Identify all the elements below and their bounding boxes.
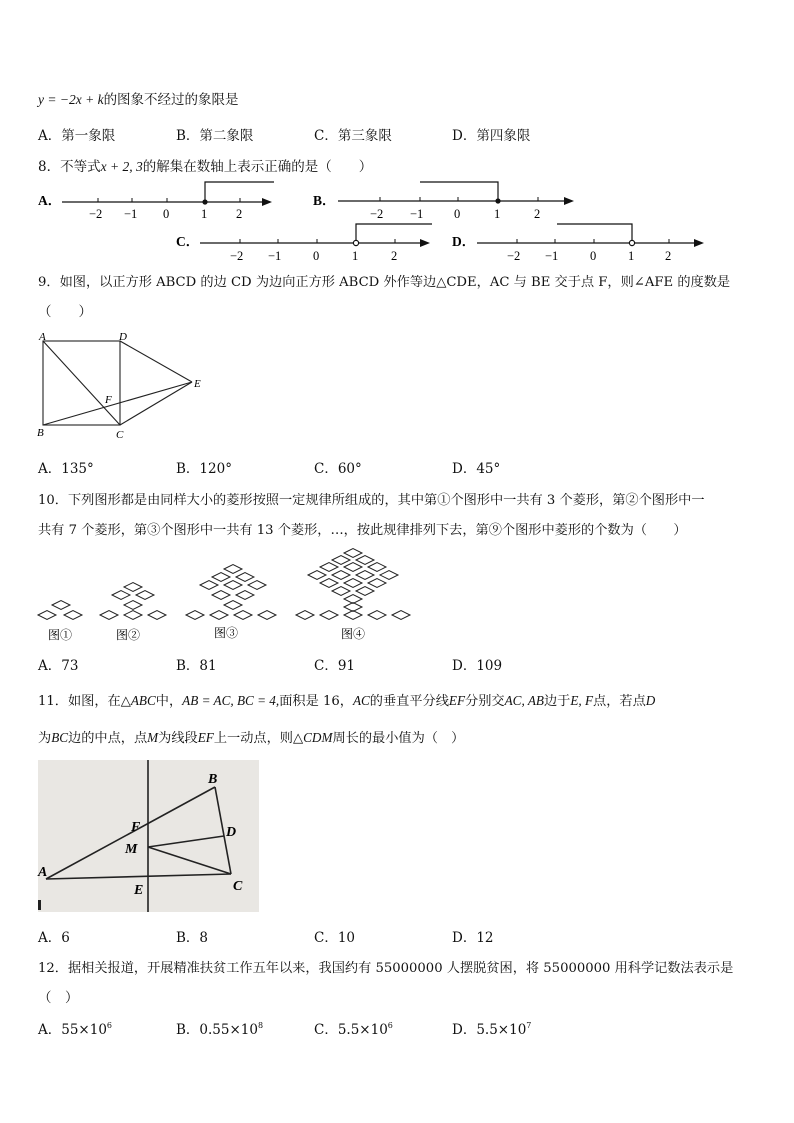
q9-option-b[interactable]: B．120° [176, 461, 232, 477]
q7-option-c[interactable]: C．第三象限 [314, 128, 392, 144]
q10-option-b[interactable]: B．81 [176, 658, 217, 674]
q11-l1-efp: E, F [570, 693, 594, 708]
q10-fig2 [100, 583, 166, 620]
q8-label-d[interactable]: D． [452, 234, 476, 249]
q11-point-d: D [226, 825, 237, 840]
q12-option-d[interactable] [452, 1018, 531, 1038]
q11-l1-acab: AC, AB [504, 693, 544, 708]
q10-fig4 [296, 549, 410, 620]
q11-l2-c: 为线段 [158, 731, 198, 746]
q11-point-e: E [134, 883, 144, 898]
q8-a-tick-2: 2 [236, 207, 243, 221]
q8-c-tick-0: 0 [313, 249, 320, 263]
q9-figure [36, 330, 208, 442]
q7-option-a[interactable]: A．第一象限 [38, 128, 116, 144]
q9-option-a[interactable]: A．135° [38, 461, 94, 477]
q10-fig1 [38, 601, 82, 620]
q9-point-d: D [119, 331, 127, 343]
q11-l2-e: 周长的最小值为（ ） [332, 731, 465, 746]
q12-option-a[interactable] [38, 1018, 112, 1038]
q10-fig2-label: 图② [116, 628, 141, 642]
q8-inequality: x + 2, 3 [100, 159, 143, 174]
q12-option-d-exp: 7 [526, 1021, 532, 1030]
q11-point-a: A [38, 865, 48, 880]
q11-point-m: M [125, 842, 138, 857]
q8-b-tick-0: 0 [454, 207, 461, 221]
q9-stem-line2: （ ） [38, 304, 92, 320]
q11-l1-f: 边于 [543, 694, 571, 709]
q10-option-a[interactable]: A．73 [38, 658, 79, 674]
q12-option-c-text: C．5.5×10 [314, 1022, 388, 1038]
q8-b-tick-m2: −2 [370, 207, 384, 221]
q11-stem-line1 [38, 690, 655, 709]
q12-stem-line1: 12．据相关报道，开展精准扶贫工作五年以来，我国约有 55000000 人摆脱贫困，将 55000000 用科学记数法表示是 [38, 961, 734, 976]
q8-c-tick-2: 2 [391, 249, 398, 263]
q8-b-tick-1: 1 [494, 207, 501, 221]
q7-option-d[interactable]: D．第四象限 [452, 128, 531, 144]
q8-label-a[interactable]: A． [38, 193, 62, 208]
q11-l1-a: 11．如图，在 [38, 694, 121, 709]
q11-figure [38, 760, 259, 912]
q8-b-tick-m1: −1 [410, 207, 424, 221]
q8-line-b[interactable] [338, 182, 574, 221]
q8-stem-suffix: 的解集在数轴上表示正确的是（ ） [142, 159, 373, 175]
q8-a-tick-0: 0 [163, 207, 170, 221]
q11-l1-g: 点，若点 [593, 694, 646, 709]
q11-l1-b: 中， [155, 694, 183, 709]
q11-l1-ac: AC [352, 693, 370, 708]
q11-l2-m: M [147, 730, 159, 745]
q11-l2-bc: BC [51, 730, 69, 745]
q9-option-d[interactable]: D．45° [452, 461, 501, 477]
q10-fig3-label: 图③ [214, 626, 239, 640]
q12-option-c[interactable] [314, 1018, 393, 1038]
q7-text: 的图象不经过的象限是 [103, 92, 239, 108]
q11-l2-b: 边的中点，点 [68, 731, 148, 746]
q10-figure [36, 547, 418, 647]
q11-l2-ef: EF [197, 730, 214, 745]
q12-option-b-exp: 8 [257, 1021, 264, 1030]
q11-l1-e: 分别交 [465, 694, 505, 709]
q11-l1-ef: EF [448, 693, 466, 708]
q8-a-tick-m1: −1 [124, 207, 138, 221]
q11-condition: AB = AC, BC = 4, [182, 693, 280, 708]
q9-stem-line1: 9．如图，以正方形 ABCD 的边 CD 为边向正方形 ABCD 外作等边△CDE，AC 与 BE 交于点 F，则∠AFE 的度数是 [38, 275, 731, 290]
q10-option-c[interactable]: C．91 [314, 658, 356, 674]
q9-point-b: B [37, 427, 44, 439]
q9-point-c: C [116, 429, 124, 441]
q10-fig3 [186, 565, 276, 620]
q7-formula: y = −2x + k [38, 92, 104, 107]
q12-stem-line2: （ ） [38, 990, 79, 1006]
q10-fig4-label: 图④ [341, 627, 366, 641]
q8-stem-prefix: 8．不等式 [38, 159, 101, 175]
q11-point-b: B [208, 772, 218, 787]
q12-option-c-exp: 6 [387, 1021, 393, 1030]
q11-point-f: F [131, 820, 141, 835]
q8-d-tick-2: 2 [665, 249, 672, 263]
q8-a-tick-1: 1 [201, 207, 208, 221]
q8-number-lines [0, 175, 794, 263]
q8-d-tick-m2: −2 [507, 249, 521, 263]
q10-stem-line2: 共有 7 个菱形，第③个图形中一共有 13 个菱形，…，按此规律排列下去，第⑨个图形中菱形的个数为（ ） [38, 523, 687, 538]
q9-option-c[interactable]: C．60° [314, 461, 362, 477]
q8-c-tick-m1: −1 [268, 249, 282, 263]
q8-label-b[interactable]: B． [313, 193, 336, 208]
q8-line-d[interactable] [477, 224, 704, 263]
q8-label-c[interactable]: C． [176, 234, 200, 249]
q11-l1-d: 的垂直平分线 [369, 694, 449, 709]
q12-option-d-text: D．5.5×10 [452, 1022, 527, 1038]
q8-d-tick-1: 1 [628, 249, 635, 263]
q8-stem [38, 155, 372, 175]
q8-line-a[interactable] [62, 182, 274, 221]
q11-l2-d: 上一动点，则△ [213, 731, 304, 746]
q11-l1-dp: D [645, 693, 656, 708]
q9-point-f: F [105, 394, 112, 406]
q8-b-tick-2: 2 [534, 207, 541, 221]
q11-point-c: C [233, 879, 243, 894]
q8-a-tick-m2: −2 [89, 207, 103, 221]
q11-l2-cdm: CDM [303, 730, 333, 745]
q10-fig1-label: 图① [48, 628, 73, 642]
q9-point-e: E [194, 378, 201, 390]
q11-option-d[interactable]: D．12 [452, 930, 494, 946]
q10-stem-line1: 10．下列图形都是由同样大小的菱形按照一定规律所组成的，其中第①个图形中一共有 3 个菱形，第②个图形中一 [38, 493, 705, 508]
q11-triangle: △ABC [120, 693, 156, 708]
q8-d-tick-0: 0 [590, 249, 597, 263]
q8-line-c[interactable] [200, 224, 432, 263]
q8-d-tick-m1: −1 [545, 249, 559, 263]
q12-option-a-exp: 6 [106, 1021, 113, 1030]
q11-stem-line2 [38, 727, 464, 746]
q11-l2-a: 为 [38, 731, 52, 746]
q11-l1-c: 面积是 16， [279, 694, 353, 709]
q7-option-b[interactable]: B．第二象限 [176, 128, 254, 144]
q12-option-b-text: B．0.55×10 [176, 1022, 258, 1038]
q8-c-tick-m2: −2 [230, 249, 244, 263]
q9-point-a: A [39, 331, 46, 343]
q12-option-a-text: A．55×10 [38, 1022, 107, 1038]
q8-c-tick-1: 1 [352, 249, 359, 263]
q10-option-d[interactable]: D．109 [452, 658, 503, 674]
q11-option-b[interactable]: B．8 [176, 930, 209, 946]
q11-option-c[interactable]: C．10 [314, 930, 356, 946]
q11-option-a[interactable]: A．6 [38, 930, 70, 946]
q7-stem [38, 88, 239, 108]
q12-option-b[interactable] [176, 1018, 263, 1038]
